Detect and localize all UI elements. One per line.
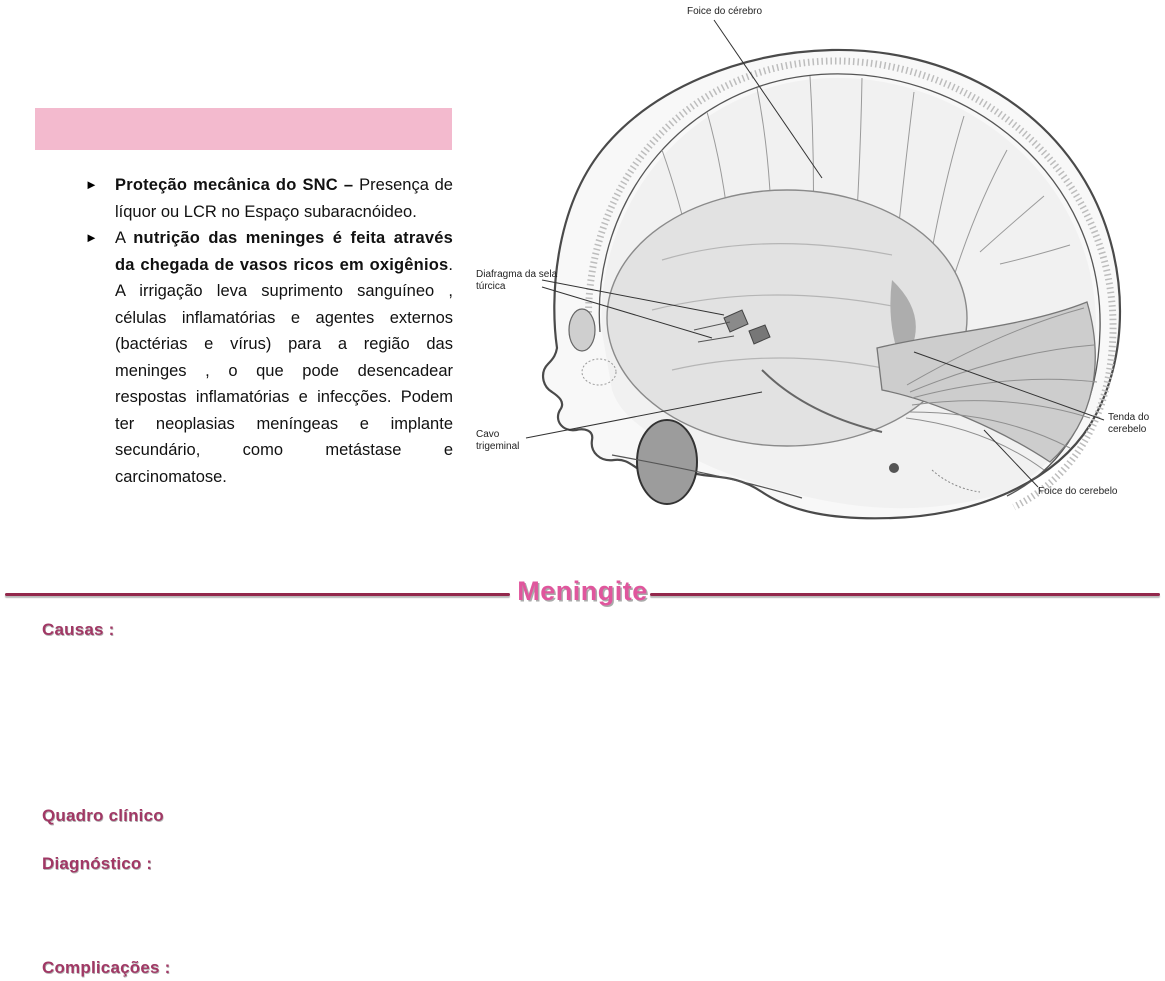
bullet-lead-text: A <box>115 229 134 247</box>
figure-label-cavo-line1: Cavo <box>476 429 500 440</box>
divider-line-right <box>650 593 1160 596</box>
bullet-regular-text: . A irrigação leva suprimento sanguíneo , células inflamatórias e agentes externos (bactérias e vírus) para a região das meninges , o que pode desencadear respostas inflamatórias e infecções. Podem ter neoplasias meníngeas e implante secundário, como metástase e carcinomatose. <box>115 255 453 486</box>
figure-label-foice-cerebelo: Foice do cerebelo <box>1038 486 1118 497</box>
meninges-anatomy-figure <box>462 0 1162 520</box>
figure-label-tenda-line1: Tenda do <box>1108 412 1150 423</box>
divider-line-left <box>5 593 510 596</box>
bullet-bold-text: nutrição das meninges é feita através da chegada de vasos ricos em oxigênios <box>115 229 454 274</box>
section-title-meningite: Meningite <box>517 576 648 606</box>
section-divider <box>0 576 1165 612</box>
heading-causas: Causas : <box>42 620 115 639</box>
bullet-text <box>115 225 453 490</box>
bullet-bold-text: Proteção mecânica do SNC – <box>115 176 360 194</box>
bullet-text <box>115 172 453 225</box>
figure-label-diafragma-line1: Diafragma da sela <box>476 269 558 280</box>
bullet-item <box>85 225 453 490</box>
figure-label-cavo-line2: trigeminal <box>476 441 520 452</box>
figure-label-foice-cerebro: Foice do cérebro <box>687 6 763 17</box>
notes-list <box>85 172 453 490</box>
bullet-arrow-icon: ► <box>85 230 98 245</box>
bullet-arrow-icon: ► <box>85 177 98 192</box>
pink-highlight-bar <box>35 108 452 150</box>
bullet-item <box>85 172 453 225</box>
figure-label-diafragma-line2: túrcica <box>476 281 506 292</box>
heading-diagnostico: Diagnóstico : <box>42 854 153 873</box>
skull-sagittal-illustration <box>462 0 1162 520</box>
heading-complicacoes: Complicações : <box>42 958 171 977</box>
bullet-regular-text: Presença de líquor ou LCR no Espaço subaracnóideo. <box>115 176 453 221</box>
figure-label-tenda-line2: cerebelo <box>1108 424 1147 435</box>
heading-quadro-clinico: Quadro clínico <box>42 806 164 825</box>
